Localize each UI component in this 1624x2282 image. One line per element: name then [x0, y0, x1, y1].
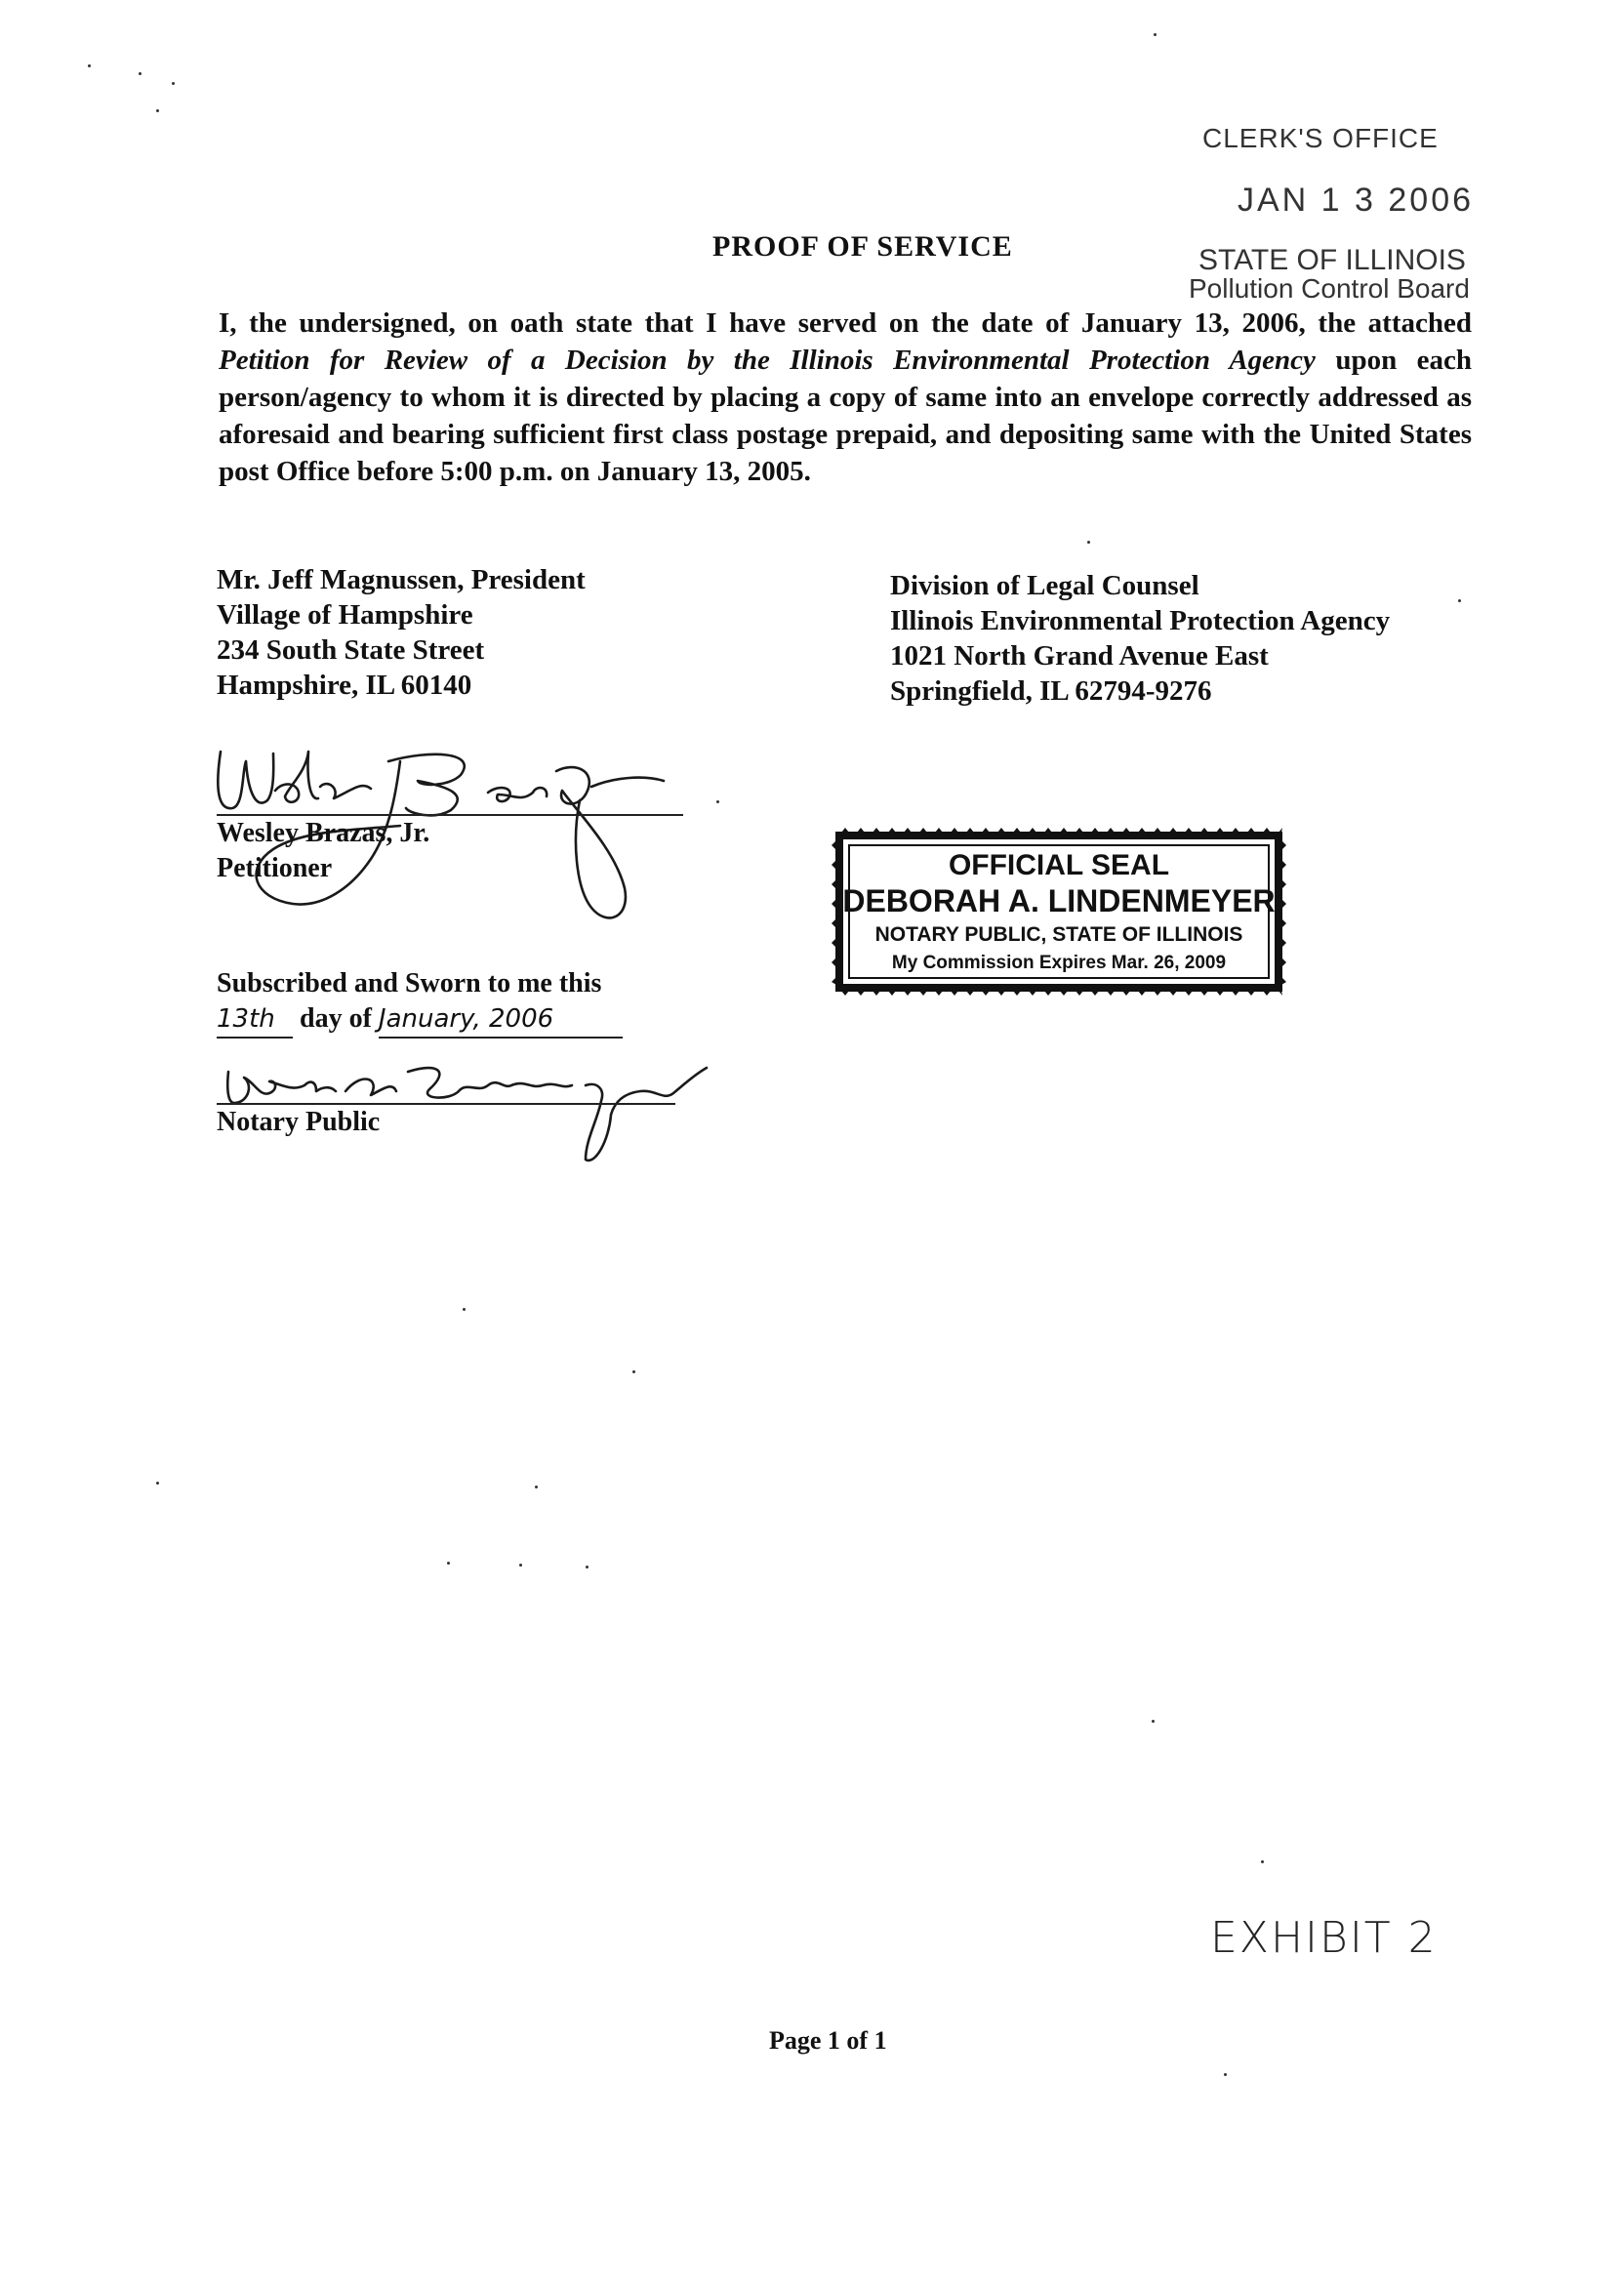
- stamp-date: JAN 1 3 2006: [1238, 182, 1475, 219]
- stamp-board: Pollution Control Board: [1189, 273, 1470, 304]
- addressee-right-line: Division of Legal Counsel: [890, 570, 1199, 601]
- service-paragraph: [219, 305, 1472, 490]
- addressee-right-line: Springfield, IL 62794-9276: [890, 675, 1212, 707]
- clerk-office-stamp: CLERK'S OFFICE: [1202, 123, 1439, 153]
- addressee-left: [217, 562, 586, 703]
- seal-line-3: NOTARY PUBLIC, STATE OF ILLINOIS: [874, 923, 1243, 946]
- notary-signature: [215, 1042, 722, 1169]
- addressee-right: [890, 568, 1390, 709]
- scan-speck: [632, 1370, 635, 1373]
- scan-speck: [156, 1482, 159, 1485]
- addressee-left-line: Village of Hampshire: [217, 599, 473, 631]
- seal-line-2: DEBORAH A. LINDENMEYER: [842, 883, 1276, 918]
- service-paragraph-part2: upon each person/agency to whom it is directed by placing a copy of same into an envelope correctly addressed as aforesaid and bearing sufficient first class postage prepaid, and depositing same with the United States post Office before 5:00 p.m. on January 13, 2005.: [219, 345, 1472, 487]
- seal-line-4: My Commission Expires Mar. 26, 2009: [891, 953, 1227, 973]
- scan-speck: [463, 1308, 466, 1311]
- official-seal-stamp: [830, 826, 1288, 998]
- notary-label: Notary Public: [217, 1107, 381, 1137]
- scan-speck: [88, 64, 91, 67]
- scan-speck: [1458, 599, 1461, 602]
- document-title: PROOF OF SERVICE: [712, 230, 1013, 263]
- page-number: Page 1 of 1: [769, 2026, 887, 2055]
- addressee-left-line: Hampshire, IL 60140: [217, 670, 472, 701]
- scan-speck: [716, 800, 719, 803]
- sworn-statement: [217, 966, 623, 1039]
- scan-speck: [1087, 541, 1090, 544]
- stamp-state: STATE OF ILLINOIS: [1198, 244, 1466, 276]
- signer-role: Petitioner: [217, 853, 333, 883]
- addressee-left-line: Mr. Jeff Magnussen, President: [217, 564, 586, 595]
- sworn-line-2: [217, 1001, 623, 1039]
- scan-speck: [447, 1562, 450, 1565]
- sworn-date: January, 2006: [379, 1001, 623, 1039]
- scan-speck: [519, 1564, 522, 1567]
- exhibit-label: EXHIBIT 2: [1210, 1913, 1438, 1963]
- addressee-right-line: Illinois Environmental Protection Agency: [890, 605, 1391, 636]
- signer-block: [217, 816, 429, 886]
- scan-speck: [139, 72, 142, 75]
- seal-line-1: OFFICIAL SEAL: [948, 849, 1170, 881]
- scan-speck: [156, 109, 159, 112]
- scan-speck: [535, 1486, 538, 1488]
- addressee-left-line: 234 South State Street: [217, 634, 485, 666]
- scan-speck: [1224, 2073, 1227, 2076]
- signer-name: Wesley Brazas, Jr.: [217, 818, 430, 848]
- notary-signature-line: [217, 1103, 675, 1105]
- scan-speck: [172, 82, 175, 85]
- scan-speck: [1152, 1720, 1155, 1723]
- scan-speck: [586, 1566, 589, 1569]
- sworn-day-of: day of: [300, 1003, 372, 1034]
- sworn-line-1: Subscribed and Sworn to me this: [217, 968, 602, 998]
- scan-speck: [1154, 33, 1157, 36]
- addressee-right-line: 1021 North Grand Avenue East: [890, 640, 1269, 672]
- sworn-day: 13th: [217, 1001, 293, 1039]
- service-paragraph-part1: I, the undersigned, on oath state that I have served on the date of January 13, 2006, the attached: [219, 307, 1472, 339]
- scan-speck: [1261, 1860, 1264, 1863]
- petition-title: Petition for Review of a Decision by the Illinois Environmental Protection Agency: [219, 345, 1316, 376]
